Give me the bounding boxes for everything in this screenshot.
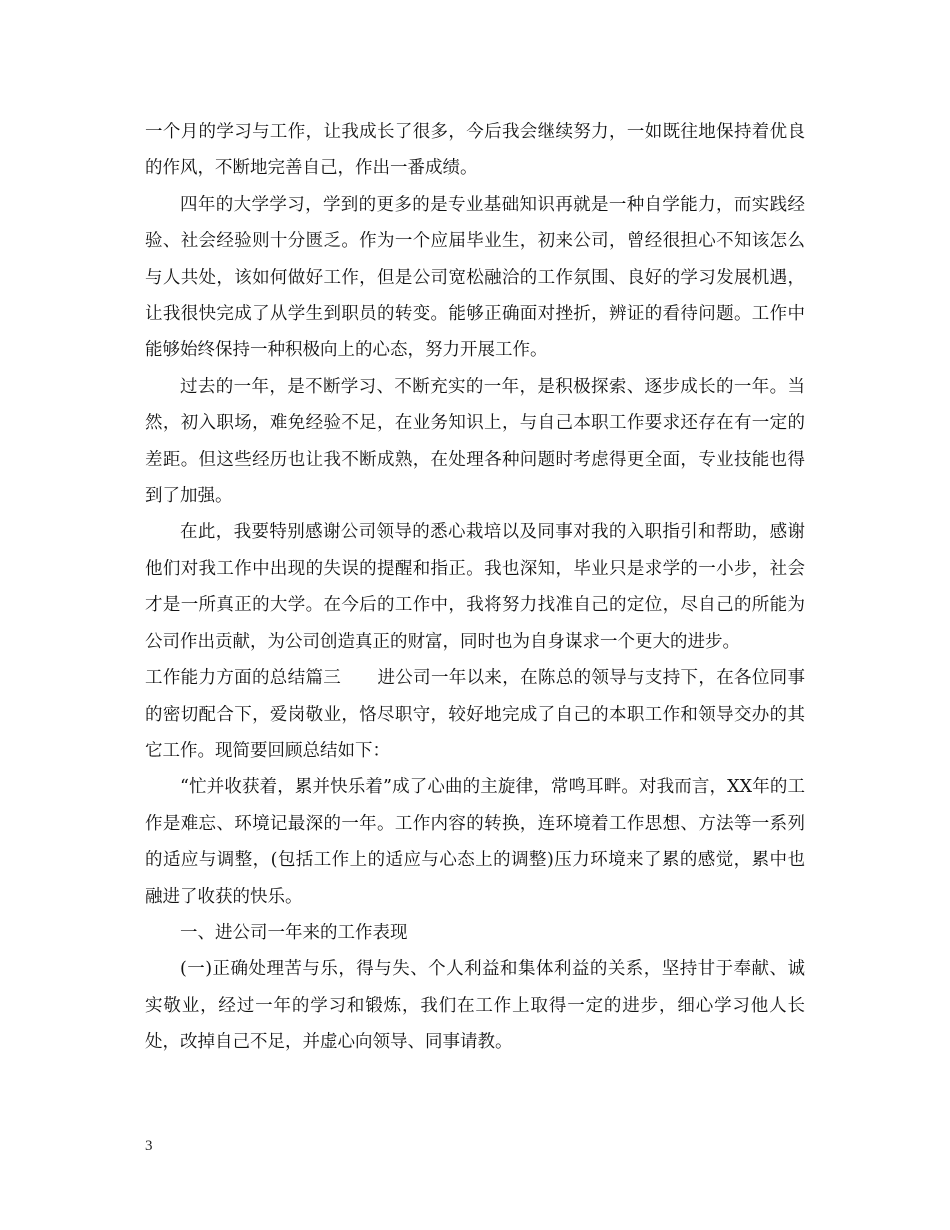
- paragraph-2: 四年的大学学习，学到的更多的是专业基础知识再就是一种自学能力，而实践经验、社会经验则十分匮乏。作为一个应届毕业生，初来公司，曾经很担心不知该怎么与人共处，该如何做好工作，但是公司宽松融洽的工作氛围、良好的学习发展机遇，让我很快完成了从学生到职员的转变。能够正确面对挫折，辨证的看待问题。工作中能够始终保持一种积极向上的心态，努力开展工作。: [145, 194, 805, 361]
- paragraph-4: 在此，我要特别感谢公司领导的悉心栽培以及同事对我的入职指引和帮助，感谢他们对我工作中出现的失误的提醒和指正。我也深知，毕业只是求学的一小步，社会才是一所真正的大学。在今后的工作中，我将努力找准自己的定位，尽自己的所能为公司作出贡献，为公司创造真正的财富，同时也为自身谋求一个更大的进步。: [145, 522, 805, 652]
- subheading-1: 一、进公司一年来的工作表现: [180, 922, 408, 943]
- paragraph-5: “忙并收获着，累并快乐着”成了心曲的主旋律，常鸣耳畔。对我而言，XX年的工作是难忘、环境记最深的一年。工作内容的转换，连环境着工作思想、方法等一系列的适应与调整，(包括工作上的适应与心态上的调整)压力环境来了累的感觉，累中也融进了收获的快乐。: [145, 777, 805, 907]
- section-body: 进公司一年以来，在陈总的领导与支持下，在各位同事的密切配合下，爱岗敬业，恪尽职守，较好地完成了自己的本职工作和领导交办的其它工作。现简要回顾总结如下：: [145, 668, 806, 761]
- document-body: [145, 114, 805, 1061]
- paragraph-6: (一)正确处理苦与乐，得与失、个人利益和集体利益的关系，坚持甘于奉献、诚实敬业，经过一年的学习和锻炼，我们在工作上取得一定的进步，细心学习他人长处，改掉自己不足，并虚心向领导、同事请教。: [145, 959, 805, 1053]
- paragraph-3: 过去的一年，是不断学习、不断充实的一年，是积极探索、逐步成长的一年。当然，初入职场，难免经验不足，在业务知识上，与自己本职工作要求还存在有一定的差距。但这些经历也让我不断成熟，在处理各种问题时考虑得更全面，专业技能也得到了加强。: [145, 376, 805, 507]
- paragraph-1: 一个月的学习与工作，让我成长了很多，今后我会继续努力，一如既往地保持着优良的作风，不断地完善自己，作出一番成绩。: [145, 122, 805, 179]
- section-title: 工作能力方面的总结篇三: [145, 668, 342, 689]
- page-number: 3: [145, 1138, 153, 1154]
- section-paragraph: [145, 660, 805, 769]
